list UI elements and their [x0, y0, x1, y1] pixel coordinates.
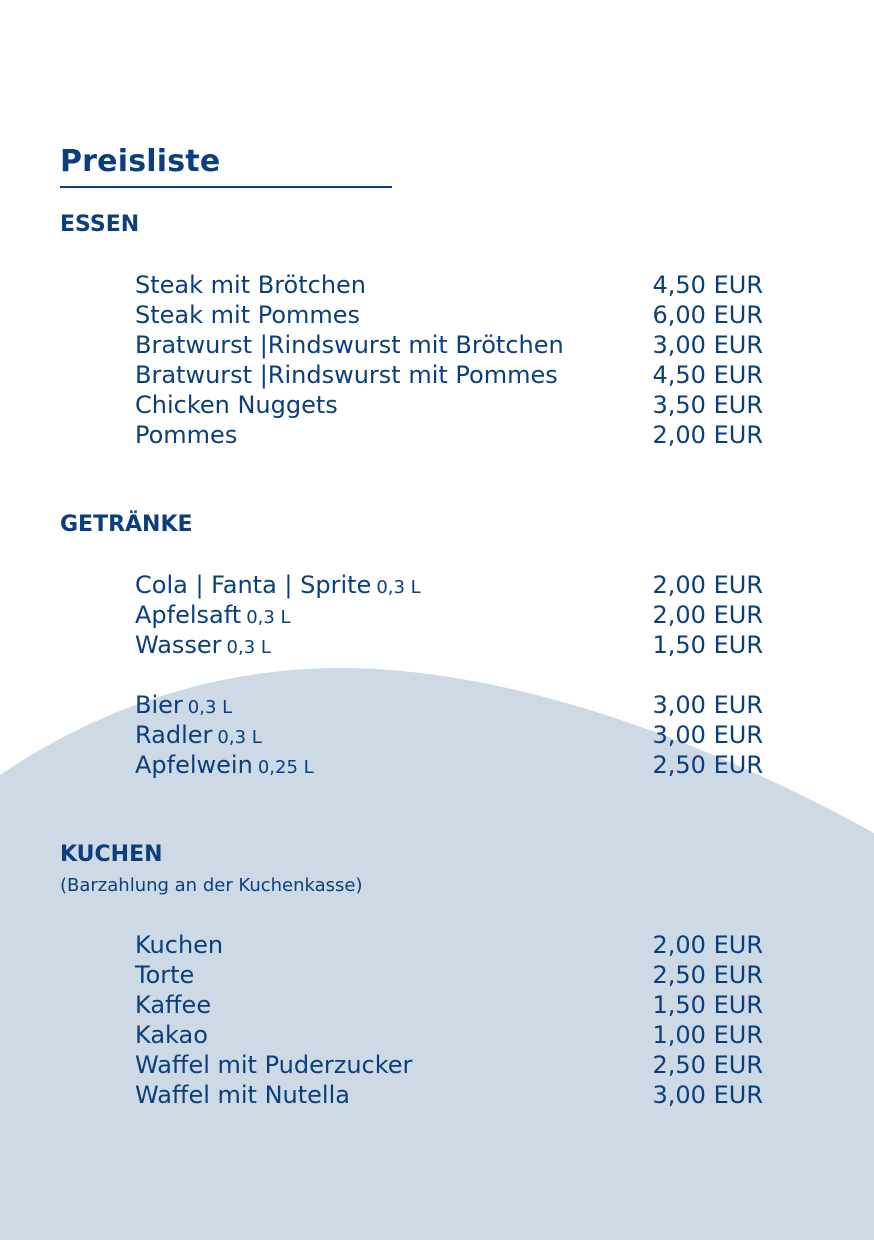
item-name — [135, 630, 271, 663]
list-item — [135, 390, 763, 420]
item-size: 0,3 L — [376, 577, 421, 598]
list-item — [135, 300, 763, 330]
item-name — [135, 750, 314, 783]
item-price: 2,50 EUR — [652, 751, 763, 779]
item-name: Kakao — [135, 1021, 208, 1049]
item-label: Radler — [135, 721, 213, 749]
item-price: 6,00 EUR — [652, 301, 763, 329]
item-name: Steak mit Pommes — [135, 301, 361, 329]
list-item — [135, 330, 763, 360]
list-item — [135, 600, 763, 630]
item-name: Waffel mit Nutella — [135, 1081, 350, 1109]
item-price: 3,00 EUR — [652, 1081, 763, 1109]
item-name: Waffel mit Puderzucker — [135, 1051, 413, 1079]
section-heading-essen: ESSEN — [60, 212, 140, 237]
list-item — [135, 1020, 763, 1050]
essen-list — [135, 270, 763, 450]
list-item — [135, 630, 763, 660]
item-name: Kaffee — [135, 991, 212, 1019]
item-size: 0,3 L — [187, 697, 233, 718]
section-note-kuchen: (Barzahlung an der Kuchenkasse) — [60, 875, 363, 896]
item-price: 3,00 EUR — [652, 691, 763, 719]
section-heading-getraenke: GETRÄNKE — [60, 512, 193, 537]
item-price: 4,50 EUR — [652, 361, 763, 389]
item-name: Kuchen — [135, 931, 224, 959]
item-label: Apfelsaft — [135, 601, 242, 629]
item-price: 3,50 EUR — [652, 391, 763, 419]
list-item — [135, 750, 763, 780]
item-name: Bratwurst |Rindswurst mit Pommes — [135, 361, 558, 389]
list-item — [135, 990, 763, 1020]
list-item — [135, 1050, 763, 1080]
item-price: 3,00 EUR — [652, 331, 763, 359]
list-item — [135, 270, 763, 300]
item-name: Torte — [135, 961, 195, 989]
item-label: Bier — [135, 691, 183, 719]
page-title: Preisliste — [60, 144, 221, 179]
item-price: 4,50 EUR — [652, 271, 763, 299]
item-price: 2,00 EUR — [652, 571, 763, 599]
item-size: 0,3 L — [226, 637, 271, 658]
item-label: Apfelwein — [135, 751, 253, 779]
item-label: Cola | Fanta | Sprite — [135, 571, 372, 599]
item-price: 2,00 EUR — [652, 601, 763, 629]
list-item — [135, 420, 763, 450]
item-size: 0,25 L — [257, 757, 314, 778]
list-item — [135, 1080, 763, 1110]
item-size: 0,3 L — [246, 607, 291, 628]
item-name: Steak mit Brötchen — [135, 271, 367, 299]
item-name — [135, 720, 262, 753]
item-name: Pommes — [135, 421, 238, 449]
softdrinks-list — [135, 570, 763, 660]
list-item — [135, 720, 763, 750]
list-item — [135, 690, 763, 720]
alcoholic-drinks-list — [135, 690, 763, 780]
item-price: 3,00 EUR — [652, 721, 763, 749]
item-price: 2,50 EUR — [652, 961, 763, 989]
item-label: Wasser — [135, 631, 222, 659]
list-item — [135, 360, 763, 390]
list-item — [135, 930, 763, 960]
item-name: Chicken Nuggets — [135, 391, 338, 419]
item-name — [135, 690, 232, 723]
kuchen-list — [135, 930, 763, 1110]
title-underline — [60, 186, 392, 188]
item-price: 1,50 EUR — [652, 631, 763, 659]
item-price: 2,00 EUR — [652, 421, 763, 449]
item-name: Bratwurst |Rindswurst mit Brötchen — [135, 331, 564, 359]
item-size: 0,3 L — [217, 727, 262, 748]
item-price: 2,00 EUR — [652, 931, 763, 959]
item-name — [135, 570, 421, 603]
list-item — [135, 570, 763, 600]
section-heading-kuchen: KUCHEN — [60, 842, 163, 867]
list-item — [135, 960, 763, 990]
item-price: 1,00 EUR — [652, 1021, 763, 1049]
item-price: 1,50 EUR — [652, 991, 763, 1019]
item-price: 2,50 EUR — [652, 1051, 763, 1079]
item-name — [135, 600, 291, 633]
